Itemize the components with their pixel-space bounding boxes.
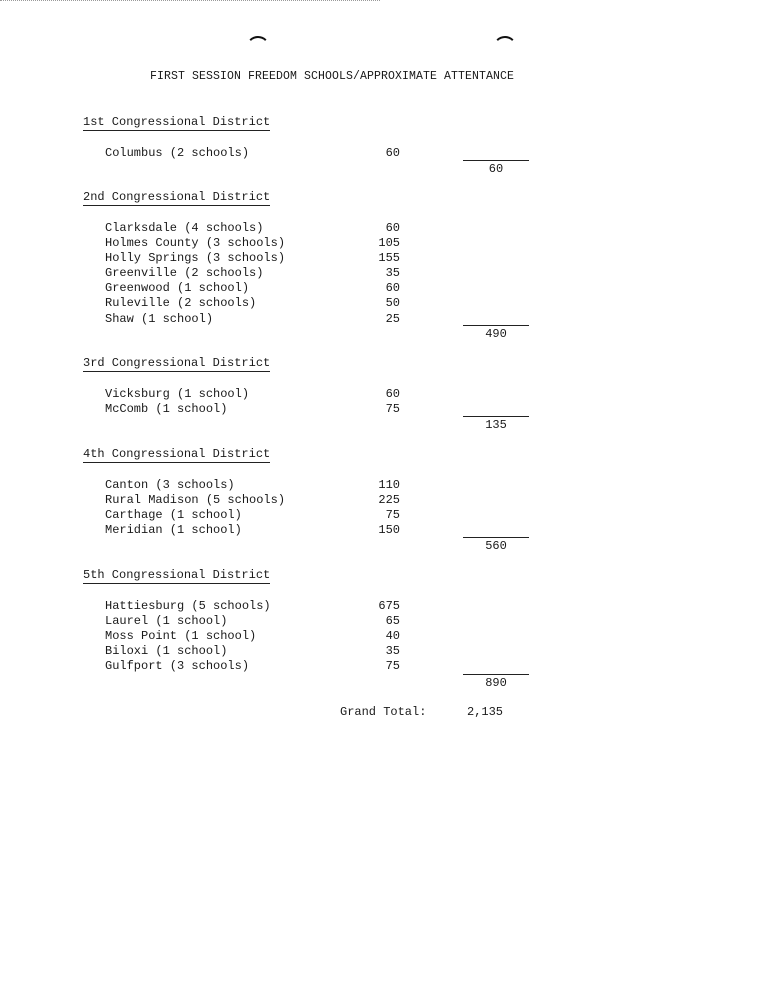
subtotal-rule bbox=[463, 674, 529, 675]
school-name: Meridian (1 school) bbox=[105, 523, 242, 537]
school-row bbox=[0, 266, 763, 281]
school-row bbox=[0, 659, 763, 674]
school-name: Vicksburg (1 school) bbox=[105, 387, 250, 401]
attendance-count: 60 bbox=[385, 281, 400, 295]
attendance-count: 225 bbox=[378, 493, 400, 507]
district-heading: 2nd Congressional District bbox=[83, 190, 271, 204]
district-heading: 5th Congressional District bbox=[83, 568, 271, 582]
attendance-count: 155 bbox=[378, 251, 400, 265]
grand-total-label: Grand Total: bbox=[340, 705, 427, 719]
subtotal-rule bbox=[463, 537, 529, 538]
attendance-count: 60 bbox=[385, 146, 400, 160]
school-name: Carthage (1 school) bbox=[105, 508, 242, 522]
subtotal-rule bbox=[463, 416, 529, 417]
school-row bbox=[0, 236, 763, 251]
district-subtotal: 60 bbox=[488, 162, 504, 176]
school-name: Laurel (1 school) bbox=[105, 614, 228, 628]
school-row bbox=[0, 221, 763, 236]
school-row bbox=[0, 312, 763, 327]
subtotal-rule bbox=[463, 325, 529, 326]
school-name: McComb (1 school) bbox=[105, 402, 228, 416]
binder-hole-left bbox=[246, 36, 270, 60]
school-row bbox=[0, 493, 763, 508]
school-name: Rural Madison (5 schools) bbox=[105, 493, 286, 507]
attendance-count: 75 bbox=[385, 402, 400, 416]
grand-total-value: 2,135 bbox=[467, 705, 504, 719]
attendance-count: 75 bbox=[385, 508, 400, 522]
attendance-count: 675 bbox=[378, 599, 400, 613]
school-row bbox=[0, 296, 763, 311]
school-name: Greenwood (1 school) bbox=[105, 281, 250, 295]
attendance-count: 35 bbox=[385, 644, 400, 658]
attendance-count: 110 bbox=[378, 478, 400, 492]
attendance-count: 150 bbox=[378, 523, 400, 537]
school-name: Clarksdale (4 schools) bbox=[105, 221, 264, 235]
school-row bbox=[0, 508, 763, 523]
school-name: Shaw (1 school) bbox=[105, 312, 214, 326]
school-name: Ruleville (2 schools) bbox=[105, 296, 257, 310]
attendance-count: 75 bbox=[385, 659, 400, 673]
school-row bbox=[0, 614, 763, 629]
school-row bbox=[0, 146, 763, 161]
binder-hole-right bbox=[493, 36, 517, 60]
attendance-count: 35 bbox=[385, 266, 400, 280]
attendance-count: 105 bbox=[378, 236, 400, 250]
school-name: Gulfport (3 schools) bbox=[105, 659, 250, 673]
school-row bbox=[0, 599, 763, 614]
school-name: Hattiesburg (5 schools) bbox=[105, 599, 271, 613]
district-heading: 4th Congressional District bbox=[83, 447, 271, 461]
school-name: Moss Point (1 school) bbox=[105, 629, 257, 643]
district-heading: 3rd Congressional District bbox=[83, 356, 271, 370]
attendance-count: 60 bbox=[385, 221, 400, 235]
district-subtotal: 135 bbox=[485, 418, 507, 432]
school-name: Holmes County (3 schools) bbox=[105, 236, 286, 250]
school-row bbox=[0, 478, 763, 493]
top-edge-dots bbox=[0, 0, 380, 1]
subtotal-rule bbox=[463, 160, 529, 161]
attendance-count: 25 bbox=[385, 312, 400, 326]
school-row bbox=[0, 251, 763, 266]
district-heading: 1st Congressional District bbox=[83, 115, 271, 129]
district-subtotal: 490 bbox=[485, 327, 507, 341]
school-row bbox=[0, 644, 763, 659]
school-name: Columbus (2 schools) bbox=[105, 146, 250, 160]
school-name: Canton (3 schools) bbox=[105, 478, 235, 492]
school-row bbox=[0, 523, 763, 538]
school-row bbox=[0, 629, 763, 644]
document-title: FIRST SESSION FREEDOM SCHOOLS/APPROXIMATE ATTENTANCE bbox=[150, 70, 515, 83]
school-row bbox=[0, 387, 763, 402]
district-subtotal: 560 bbox=[485, 539, 507, 553]
attendance-count: 50 bbox=[385, 296, 400, 310]
attendance-count: 60 bbox=[385, 387, 400, 401]
school-name: Greenville (2 schools) bbox=[105, 266, 264, 280]
school-name: Holly Springs (3 schools) bbox=[105, 251, 286, 265]
school-name: Biloxi (1 school) bbox=[105, 644, 228, 658]
attendance-count: 65 bbox=[385, 614, 400, 628]
district-subtotal: 890 bbox=[485, 676, 507, 690]
school-row bbox=[0, 281, 763, 296]
school-row bbox=[0, 402, 763, 417]
attendance-count: 40 bbox=[385, 629, 400, 643]
